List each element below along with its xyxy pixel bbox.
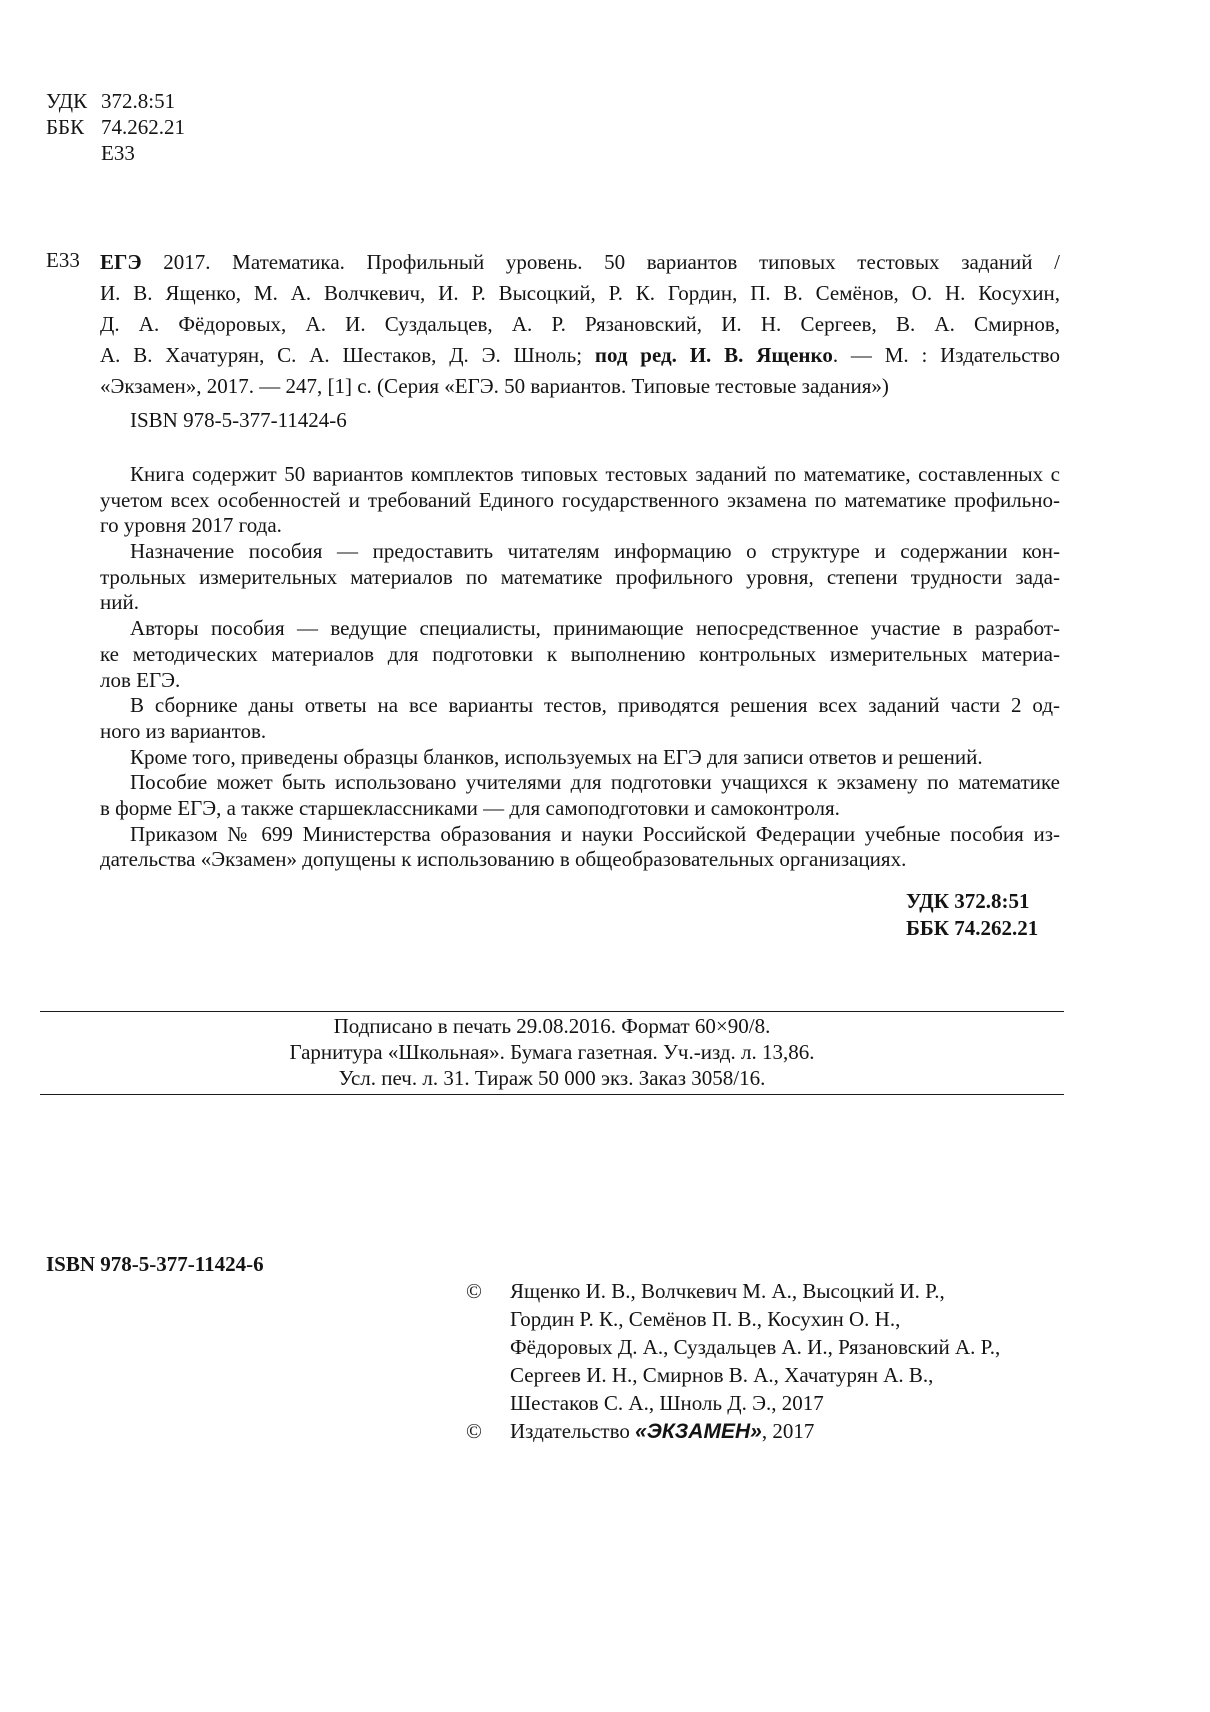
imprint	[40, 1013, 1064, 1091]
annotation-line: лов ЕГЭ.	[100, 667, 181, 692]
classification-right	[906, 888, 1038, 942]
copyright-block	[466, 1277, 1066, 1445]
publisher-logo-text: «ЭКЗАМЕН»	[635, 1420, 762, 1443]
imprint-line-2: Гарнитура «Школьная». Бумага газетная. Уч.-изд. л. 13,86.	[289, 1040, 815, 1064]
bbk-right: ББК 74.262.21	[906, 916, 1039, 940]
catalog-line-2: И. В. Ященко, М. А. Волчкевич, И. Р. Высоцкий, Р. К. Гордин, П. В. Семёнов, О. Н. Косухин,	[100, 281, 1060, 305]
copyright-authors-5: Шестаков С. А., Шноль Д. Э., 2017	[510, 1391, 824, 1415]
annotation-line: дательства «Экзамен» допущены к использованию в общеобразовательных организациях.	[100, 847, 907, 872]
imprint-line-3: Усл. печ. л. 31. Тираж 50 000 экз. Заказ 3058/16.	[338, 1066, 766, 1090]
isbn-bold: ISBN 978-5-377-11424-6	[46, 1252, 264, 1276]
annotation-line: трольных измерительных материалов по математике профильного уровня, степени трудности зада-	[100, 564, 1060, 589]
classification-block	[46, 88, 185, 166]
publisher-prefix: Издательство	[510, 1419, 636, 1443]
annotation-line: Назначение пособия — предоставить читателям информацию о структуре и содержании кон-	[130, 539, 1060, 564]
copyright-authors-4: Сергеев И. Н., Смирнов В. А., Хачатурян А. В.,	[510, 1363, 934, 1387]
imprint-top-rule	[40, 1011, 1064, 1012]
catalog-code: Е33	[46, 248, 80, 272]
annotation-line: ний.	[100, 590, 139, 615]
catalog-publisher-start: . — М. : Издательство	[832, 343, 1060, 367]
annotation-line: учетом всех особенностей и требований Единого государственного экзамена по математике профильно-	[100, 487, 1060, 512]
copyright-authors-2: Гордин Р. К., Семёнов П. В., Косухин О. Н.,	[510, 1307, 901, 1331]
udk-value: 372.8:51	[101, 89, 176, 113]
udk-right: УДК 372.8:51	[906, 889, 1030, 913]
catalog-title-bold: ЕГЭ	[100, 250, 142, 274]
catalog-entry	[100, 247, 1060, 402]
annotation-line: В сборнике даны ответы на все варианты тестов, приводятся решения всех заданий части 2 од-	[130, 693, 1060, 718]
imprint-line-1: Подписано в печать 29.08.2016. Формат 60×90/8.	[333, 1014, 771, 1038]
author-sign: Е33	[101, 141, 135, 165]
annotation-line: Авторы пособия — ведущие специалисты, принимающие непосредственное участие в разработ-	[130, 616, 1060, 641]
annotation	[100, 462, 1060, 873]
isbn-small: ISBN 978-5-377-11424-6	[130, 408, 347, 432]
catalog-line-5: «Экзамен», 2017. — 247, [1] с. (Серия «ЕГЭ. 50 вариантов. Типовые тестовые задания»)	[100, 374, 889, 398]
copyright-symbol: ©	[466, 1419, 482, 1443]
publisher-year: , 2017	[761, 1419, 815, 1443]
annotation-line: Пособие может быть использовано учителями для подготовки учащихся к экзамену по математике	[130, 770, 1060, 795]
catalog-line-1	[100, 247, 1060, 278]
copyright-symbol: ©	[466, 1279, 482, 1303]
udk-label: УДК	[46, 89, 88, 113]
annotation-line: ного из вариантов.	[100, 718, 267, 743]
annotation-line: ке методических материалов для подготовки к выполнению контрольных измерительных материа-	[100, 641, 1060, 666]
catalog-title-rest: 2017. Математика. Профильный уровень. 50 вариантов типовых тестовых заданий /	[141, 250, 1060, 274]
copyright-authors-1: Ященко И. В., Волчкевич М. А., Высоцкий И. Р.,	[510, 1279, 945, 1303]
annotation-line: Приказом № 699 Министерства образования и науки Российской Федерации учебные пособия из-	[130, 821, 1060, 846]
annotation-line: го уровня 2017 года.	[100, 513, 282, 538]
catalog-line-3: Д. А. Фёдоровых, А. И. Суздальцев, А. Р. Рязановский, И. Н. Сергеев, В. А. Смирнов,	[100, 312, 1060, 336]
bbk-value: 74.262.21	[101, 115, 185, 139]
copyright-authors-3: Фёдоровых Д. А., Суздальцев А. И., Рязановский А. Р.,	[510, 1335, 1001, 1359]
bbk-label: ББК	[46, 115, 85, 139]
annotation-line: в форме ЕГЭ, а также старшеклассниками — для самоподготовки и самоконтроля.	[100, 795, 840, 820]
catalog-line-4	[100, 340, 1060, 371]
imprint-bottom-rule	[40, 1094, 1064, 1095]
annotation-line: Кроме того, приведены образцы бланков, используемых на ЕГЭ для записи ответов и решений.	[130, 744, 983, 769]
catalog-editor: под ред. И. В. Ященко	[594, 343, 833, 367]
catalog-authors-end: А. В. Хачатурян, С. А. Шестаков, Д. Э. Шноль;	[100, 343, 595, 367]
annotation-line: Книга содержит 50 вариантов комплектов типовых тестовых заданий по математике, составленных с	[130, 462, 1060, 486]
copyright-publisher	[510, 1417, 814, 1445]
